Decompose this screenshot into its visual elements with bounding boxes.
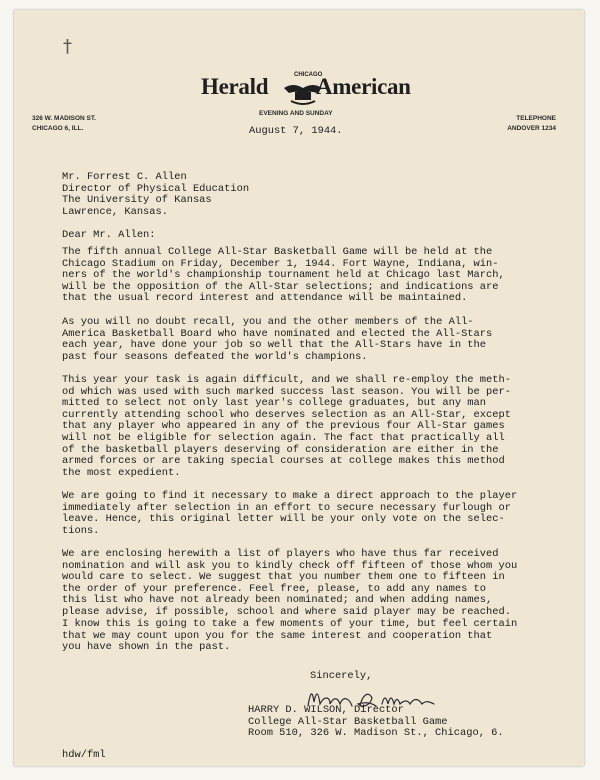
paragraph-line: Chicago Stadium on Friday, December 1, 1944. Fort Wayne, Indiana, win- bbox=[62, 257, 499, 270]
signer-name: HARRY D. WILSON, Director bbox=[248, 704, 404, 716]
paragraph-line: America Basketball Board who have nominated and elected the All-Stars bbox=[62, 327, 493, 340]
paragraph-line: armed forces or are taking special courses at college makes this method bbox=[62, 455, 505, 468]
telephone-label: TELEPHONE bbox=[516, 115, 556, 122]
paragraph-line: immediately after selection in an effort to secure necessary furlough or bbox=[62, 501, 511, 514]
signer-title: College All-Star Basketball Game bbox=[248, 715, 448, 728]
paragraph-line: past four seasons defeated the world's champions. bbox=[62, 350, 368, 363]
masthead-american: American bbox=[316, 74, 411, 99]
recipient-line: Lawrence, Kansas. bbox=[62, 205, 169, 218]
typist-initials: hdw/fml bbox=[62, 749, 106, 761]
salutation: Dear Mr. Allen: bbox=[62, 229, 156, 241]
corner-mark: † bbox=[63, 36, 72, 57]
telephone-number: ANDOVER 1234 bbox=[507, 125, 556, 132]
paragraph-line: each year, have done your job so well that the All-Stars have in the bbox=[62, 339, 487, 352]
paragraph-line: will be the opposition of the All-Star selections; and indications are bbox=[62, 280, 499, 293]
address-line: CHICAGO 6, ILL. bbox=[32, 125, 84, 132]
recipient-line: Mr. Forrest C. Allen bbox=[62, 171, 187, 183]
paragraph-line: I know this is going to take a few moments of your time, but feel certain bbox=[62, 618, 518, 630]
paragraph-line: We are enclosing herewith a list of players who have thus far received bbox=[62, 548, 499, 560]
paragraph-line: The fifth annual College All-Star Basketball Game will be held at the bbox=[62, 246, 493, 258]
paragraph-line: the most expedient. bbox=[62, 466, 181, 479]
masthead-chicago: CHICAGO bbox=[294, 72, 323, 78]
paragraph-2 bbox=[62, 317, 592, 363]
paragraph-line: mitted to select not only last year's college graduates, but any man bbox=[62, 397, 487, 410]
paragraph-6 bbox=[62, 619, 592, 654]
paragraph-line: od which was used with such marked success last season. You will be per- bbox=[62, 385, 511, 398]
letterhead-address bbox=[32, 114, 96, 134]
paragraph-5 bbox=[62, 549, 592, 619]
masthead bbox=[199, 74, 419, 108]
paragraph-line: nomination and will ask you to kindly check off fifteen of those whom you bbox=[62, 559, 518, 572]
paragraph-line: tions. bbox=[62, 524, 100, 537]
masthead-subtitle: EVENING AND SUNDAY bbox=[259, 110, 333, 117]
paragraph-line: would care to select. We suggest that you number them one to fifteen in bbox=[62, 571, 505, 584]
paragraph-4 bbox=[62, 491, 592, 537]
recipient-line: The University of Kansas bbox=[62, 194, 212, 207]
paragraph-line: please advise, if possible, school and where said player may be reached. bbox=[62, 605, 511, 618]
paragraph-line: We are going to find it necessary to make a direct approach to the player bbox=[62, 490, 518, 502]
paragraph-line: that we may count upon you for the same interest and cooperation that bbox=[62, 629, 493, 642]
masthead-herald: Herald bbox=[201, 74, 269, 99]
paragraph-line: the order of your preference. Feel free, please, to add any names to bbox=[62, 582, 487, 595]
paragraph-line: this list who have not already been nominated; and when adding names, bbox=[62, 594, 493, 607]
paragraph-line: This year your task is again difficult, and we shall re-employ the meth- bbox=[62, 374, 511, 386]
paragraph-line: ners of the world's championship tournament held at Chicago last March, bbox=[62, 269, 505, 282]
paragraph-line: currently attending school who deserves selection as an All-Star, except bbox=[62, 408, 511, 421]
paragraph-3 bbox=[62, 375, 592, 479]
paragraph-line: will not be eligible for selection again. The fact that practically all bbox=[62, 431, 505, 444]
paragraph-line: that the usual record interest and attendance will be maintained. bbox=[62, 292, 468, 305]
letter-page bbox=[14, 10, 584, 766]
paragraph-line: leave. Hence, this original letter will be your only vote on the selec- bbox=[62, 513, 505, 526]
signer-address: Room 510, 326 W. Madison St., Chicago, 6. bbox=[248, 727, 504, 740]
paragraph-line: you have shown in the past. bbox=[62, 641, 231, 654]
paragraph-line: As you will no doubt recall, you and the other members of the All- bbox=[62, 316, 474, 328]
paragraph-line: that any player who appeared in any of the previous four All-Star games bbox=[62, 420, 505, 433]
recipient-address bbox=[62, 172, 249, 218]
letter-date: August 7, 1944. bbox=[249, 125, 343, 137]
paragraph-1 bbox=[62, 247, 592, 305]
letterhead-telephone bbox=[507, 114, 556, 134]
paragraph-line: of the basketball players deserving of consideration are either in the bbox=[62, 443, 499, 456]
address-line: 326 W. MADISON ST. bbox=[32, 115, 96, 122]
recipient-line: Director of Physical Education bbox=[62, 182, 250, 195]
signature-block bbox=[248, 705, 504, 740]
closing: Sincerely, bbox=[310, 670, 373, 682]
